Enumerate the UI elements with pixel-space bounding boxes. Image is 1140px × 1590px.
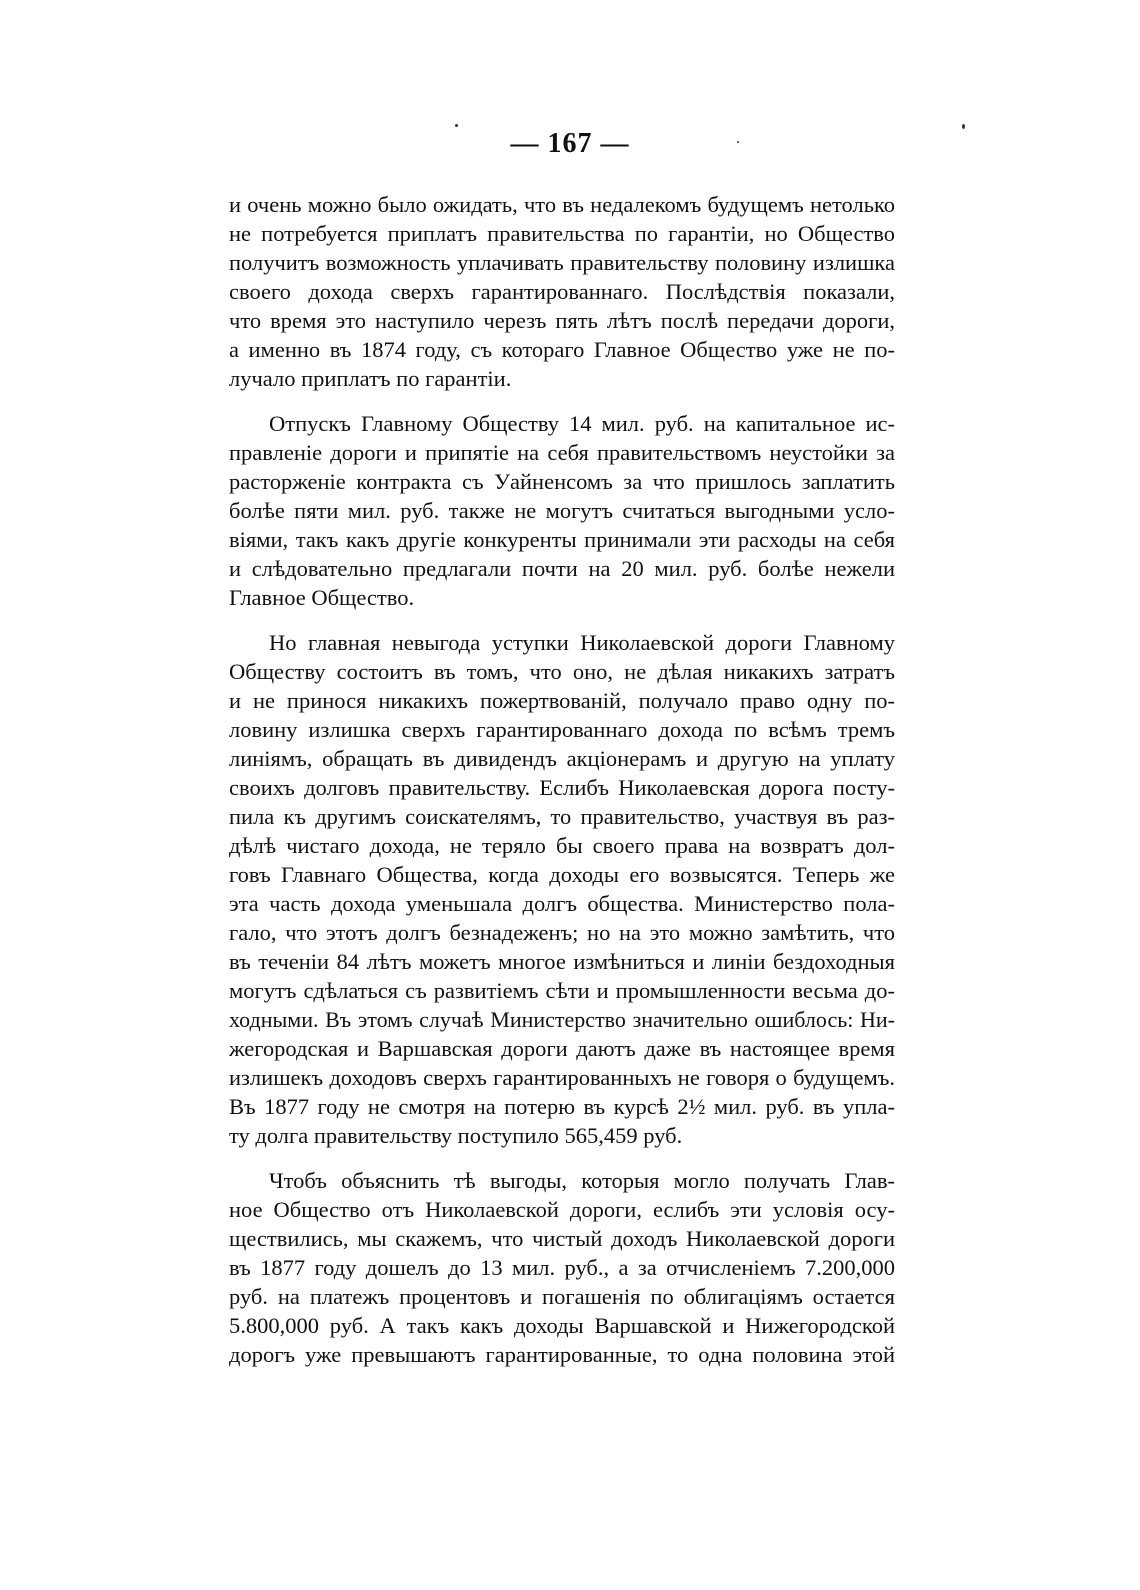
- text-line: лучало приплатъ по гарантіи.: [229, 366, 512, 391]
- text-line: эта часть дохода уменьшала долгъ общества. Министерство пола-: [229, 891, 895, 916]
- text-line: излишекъ доходовъ сверхъ гарантированныхъ не говоря о будущемъ.: [229, 1065, 895, 1090]
- print-speck: [455, 124, 458, 127]
- text-line: своего дохода сверхъ гарантированнаго. Послѣдствія показали,: [229, 279, 895, 304]
- text-line: линіямъ, обращать въ дивидендъ акціонерамъ и другую на уплату: [229, 746, 895, 771]
- text-line: и не принося никакихъ пожертвованій, получало право одну по-: [229, 688, 895, 713]
- text-line: ществились, мы скажемъ, что чистый доходъ Николаевской дороги: [229, 1226, 895, 1251]
- text-line: руб. на платежъ процентовъ и погашенія по облигаціямъ остается: [229, 1284, 895, 1309]
- paragraph-3: [229, 628, 895, 1150]
- text-line: своихъ долговъ правительству. Еслибъ Николаевская дорога посту-: [229, 775, 895, 800]
- body-text: [229, 190, 895, 1385]
- text-line: въ 1877 году дошелъ до 13 мил. руб., а за отчисленіемъ 7.200,000: [229, 1255, 895, 1280]
- text-line: болѣе пяти мил. руб. также не могутъ считаться выгодными усло-: [229, 498, 895, 523]
- text-line: что время это наступило черезъ пять лѣтъ послѣ передачи дороги,: [229, 308, 895, 333]
- paragraph-2: [229, 409, 895, 612]
- text-line: правленіе дороги и припятіе на себя правительствомъ неустойки за: [229, 440, 895, 465]
- text-line: ту долга правительству поступило 565,459 руб.: [229, 1123, 683, 1148]
- page-number: — 167 —: [510, 128, 630, 159]
- text-line: Но главная невыгода уступки Николаевской дороги Главному: [269, 630, 895, 655]
- text-line: и очень можно было ожидать, что въ недалекомъ будущемъ нетолько: [229, 192, 895, 217]
- paragraph-1: [229, 190, 895, 393]
- text-line: расторженіе контракта съ Уайненсомъ за что пришлось заплатить: [229, 469, 895, 494]
- text-line: въ теченіи 84 лѣтъ можетъ многое измѣниться и линіи бездоходныя: [229, 949, 895, 974]
- text-line: дѣлѣ чистаго дохода, не теряло бы своего права на возвратъ дол-: [229, 833, 895, 858]
- text-line: пила къ другимъ соискателямъ, то правительство, участвуя въ раз-: [229, 804, 895, 829]
- text-line: 5.800,000 руб. А такъ какъ доходы Варшавской и Нижегородской: [229, 1313, 895, 1338]
- text-line: жегородская и Варшавская дороги даютъ даже въ настоящее время: [229, 1036, 895, 1061]
- text-line: ходными. Въ этомъ случаѣ Министерство значительно ошиблось: Ни-: [229, 1007, 895, 1032]
- text-line: Чтобъ объяснить тѣ выгоды, которыя могло получать Глав-: [269, 1168, 895, 1193]
- paragraph-4: [229, 1166, 895, 1369]
- text-line: говъ Главнаго Общества, когда доходы его возвысятся. Теперь же: [229, 862, 895, 887]
- text-line: не потребуется приплатъ правительства по гарантіи, но Общество: [229, 221, 895, 246]
- text-line: дорогъ уже превышаютъ гарантированные, то одна половина этой: [229, 1342, 895, 1367]
- text-line: Въ 1877 году не смотря на потерю въ курсѣ 2½ мил. руб. въ упла-: [229, 1094, 895, 1119]
- text-line: гало, что этотъ долгъ безнадеженъ; но на это можно замѣтить, что: [229, 920, 895, 945]
- text-line: а именно въ 1874 году, съ котораго Главное Общество уже не по-: [229, 337, 895, 362]
- text-line: ловину излишка сверхъ гарантированнаго дохода по всѣмъ тремъ: [229, 717, 895, 742]
- text-line: получитъ возможность уплачивать правительству половину излишка: [229, 250, 895, 275]
- text-line: и слѣдовательно предлагали почти на 20 мил. руб. болѣе нежели: [229, 556, 895, 581]
- text-line: ное Общество отъ Николаевской дороги, еслибъ эти условія осу-: [229, 1197, 895, 1222]
- text-line: Главное Общество.: [229, 585, 415, 610]
- text-line: віями, такъ какъ другіе конкуренты принимали эти расходы на себя: [229, 527, 895, 552]
- text-line: Обществу состоитъ въ томъ, что оно, не дѣлая никакихъ затратъ: [229, 659, 895, 684]
- text-line: могутъ сдѣлаться съ развитіемъ сѣти и промышленности весьма до-: [229, 978, 895, 1003]
- text-line: Отпускъ Главному Обществу 14 мил. руб. на капитальное ис-: [269, 411, 895, 436]
